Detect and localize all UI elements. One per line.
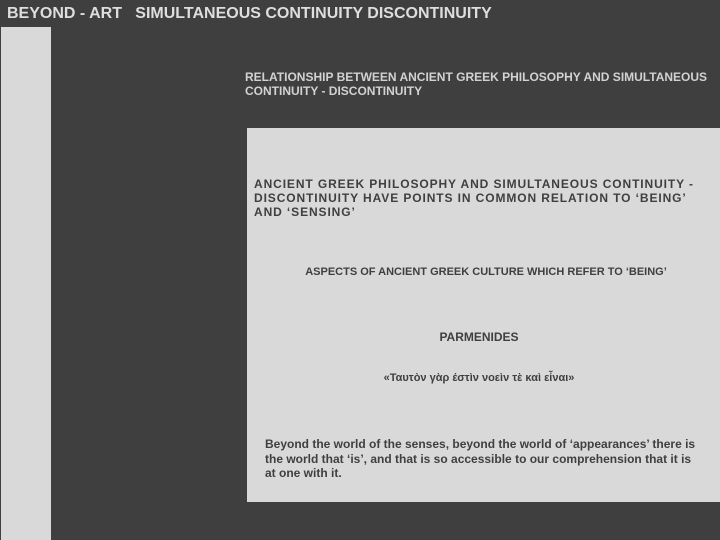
- sidebar: [1, 27, 51, 540]
- content-panel: [247, 128, 720, 502]
- body-text: Beyond the world of the senses, beyond the world of ‘appearances’ there is the world that ‘is’, and that is so accessible to our comprehension that it is at one with it.: [265, 437, 696, 480]
- section-heading: RELATIONSHIP BETWEEN ANCIENT GREEK PHILOSOPHY AND SIMULTANEOUS CONTINUITY - DISCONTINUITY: [245, 70, 708, 98]
- philosopher-name: PARMENIDES: [439, 330, 519, 344]
- panel-heading: ANCIENT GREEK PHILOSOPHY AND SIMULTANEOUS CONTINUITY - DISCONTINUITY HAVE POINTS IN COMMON RELATION TO ‘BEING’ AND ‘SENSING’: [254, 177, 694, 219]
- aspects-heading: ASPECTS OF ANCIENT GREEK CULTURE WHICH REFER TO ‘BEING’: [305, 266, 667, 278]
- site-title: BEYOND - ART SIMULTANEOUS CONTINUITY DISCONTINUITY: [7, 5, 492, 22]
- greek-quote: «Ταυτὸν γὰρ έστὶν νοεὶν τὲ καὶ εἶναι»: [383, 372, 575, 384]
